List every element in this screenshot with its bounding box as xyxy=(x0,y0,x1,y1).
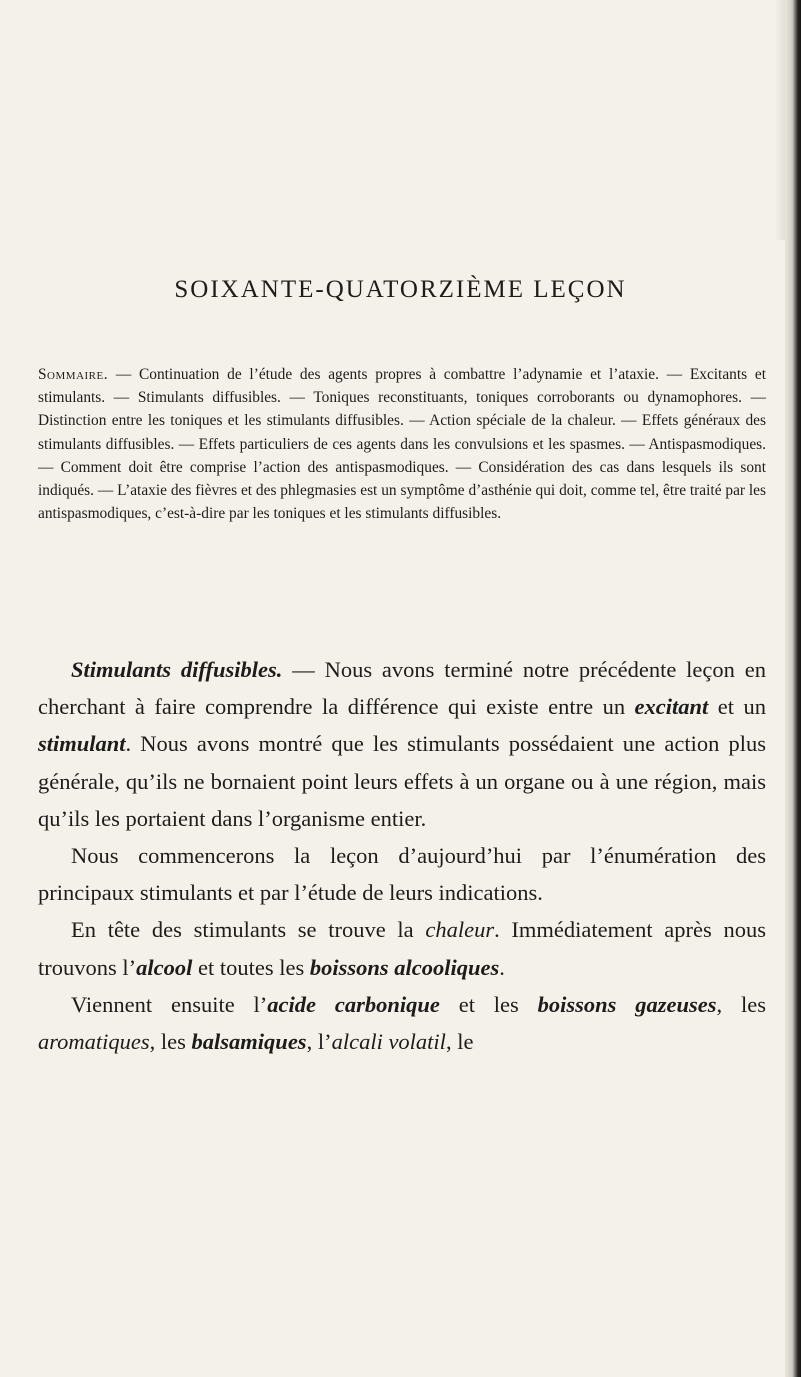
term-chaleur: chaleur xyxy=(425,917,495,943)
paragraph-4-text-e: , l’ xyxy=(306,1029,332,1055)
term-boissons-alcooliques: boissons alcooliques xyxy=(309,954,500,980)
term-alcali-volatil: alcali volatil xyxy=(331,1029,446,1055)
paragraph-4-text-f: , le xyxy=(445,1029,474,1055)
paragraph-3-text-a: En tête des stimulants se trouve la xyxy=(71,917,426,943)
term-alcool: alcool xyxy=(136,954,193,980)
paragraph-4-text-a: Viennent ensuite l’ xyxy=(71,991,268,1017)
paragraph-1-text-a: — Nous avons terminé notre précédente leçon en cherchant à faire comprendre la différence qui existe entre un xyxy=(38,657,766,720)
term-stimulant: stimulant xyxy=(38,731,126,757)
paragraph-4-text-c: , les xyxy=(716,991,766,1017)
paragraph-4 xyxy=(38,986,766,1060)
term-acide-carbonique: acide carbonique xyxy=(267,991,440,1017)
paragraph-3-text-c: et toutes les xyxy=(192,954,310,980)
lesson-body xyxy=(38,651,766,1060)
paragraph-3 xyxy=(38,911,766,985)
lesson-heading: SOIXANTE-QUATORZIÈME LEÇON xyxy=(174,276,627,303)
paragraph-2-text: Nous commencerons la leçon d’aujourd’hui par l’énumération des principaux stimulants et par l’étude de leurs indications. xyxy=(38,843,766,906)
term-boissons-gazeuses: boissons gazeuses xyxy=(537,991,717,1017)
paragraph-4-text-d: , les xyxy=(149,1029,192,1055)
paragraph-3-text-b: . Immédiatement après nous trouvons l’ xyxy=(38,917,766,980)
book-gutter-shade xyxy=(775,0,785,240)
book-page-edge-shadow xyxy=(785,0,801,1377)
term-balsamiques: balsamiques xyxy=(191,1029,307,1055)
term-aromatiques: aromatiques xyxy=(38,1029,150,1055)
summary-label: Sommaire. xyxy=(38,366,109,383)
paragraph-1-text-b: et un xyxy=(708,694,766,720)
paragraph-1 xyxy=(38,651,766,837)
lesson-summary xyxy=(38,363,766,525)
summary-text: — Continuation de l’étude des agents propres à combattre l’adynamie et l’ataxie. — Excitants et stimulants. — Stimulants diffusibles. — Toniques reconstituants, toniques corroborants ou dynamophores. — Distinction entre les toniques et les stimulants diffusibles. — Action spéciale de la chaleur. — Effets généraux des stimulants diffusibles. — Effets particuliers de ces agents dans les convulsions et les spasmes. — Antispasmodiques. — Comment doit être comprise l’action des antispasmodiques. — Considération des cas dans lesquels ils sont indiqués. — L’ataxie des fièvres et des phlegmasies est un symptôme d’asthénie qui doit, comme tel, être traité par les antispasmodiques, c’est-à-dire par les toniques et les stimulants diffusibles. xyxy=(38,366,766,523)
paragraph-1-text-c: . Nous avons montré que les stimulants possédaient une action plus générale, qu’ils ne bornaient point leurs effets à un organe ou à une région, mais qu’ils les portaient dans l’organisme entier. xyxy=(38,731,766,831)
paragraph-4-text-b: et les xyxy=(439,991,538,1017)
paragraph-2 xyxy=(38,837,766,911)
section-title: Stimulants diffusibles. xyxy=(71,657,283,682)
paragraph-3-text-d: . xyxy=(499,954,505,980)
term-excitant: excitant xyxy=(634,694,709,720)
